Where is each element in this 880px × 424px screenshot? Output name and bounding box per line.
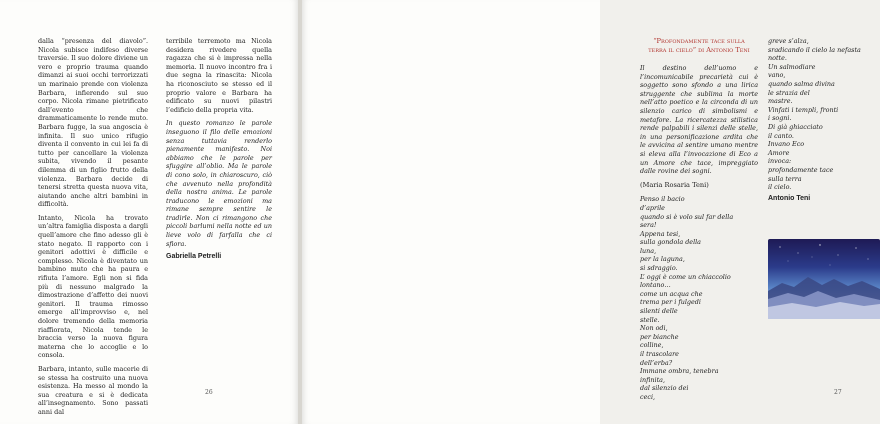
poem-line: notte. [768, 54, 787, 63]
poem-line: il canto. [768, 131, 794, 140]
page-number-left: 26 [205, 389, 213, 396]
poem-line: quando salma divina [768, 79, 835, 88]
poem-line: Vinfati i templi, fronti [768, 105, 839, 114]
poem-line: come un acqua che [640, 289, 703, 298]
left-column-2 [166, 37, 272, 262]
poem-line: Di già ghiacciato [768, 122, 823, 131]
poem-line: silenti delle [640, 307, 678, 316]
poem-line: si sdraggio. [640, 264, 678, 273]
paragraph: Intanto, Nicola ha trovato un’altra famiglia disposta a dargli quell’amore che fino adesso gli è stato negato. Il rapporto con i genitori adottivi è difficile e complesso. Nicola è diventato un bambino muto che ha paura e rifiuta l’amore. Egli non si fida più di nessuno malgrado la dimostrazione d’affetto dei nuovi genitori. Il trauma rimosso emerge all’improvviso e, nel dolore tremendo della memoria riaffiorata, Nicola tende le braccia verso la nuova figura materna che lo accoglie e lo consola. [38, 213, 148, 360]
poem-line: luna, [640, 246, 657, 255]
poem-introduction: Il destino dell’uomo e l’incomunicabile precarietà cui è soggetto sono sfondo a una lirica struggente che sublima la morte nell’atto poetico e la circonda di un silenzio carico di simbolismi e metafore. La ricercatezza stilistica rende palpabili i silenzi delle stelle, in una personificazione ardita che le avvicina al sentire umano mentre si eleva alla l’invocazione di Eco a un Amore che tace, impreggiato dalle rovine dei sogni. [640, 64, 758, 176]
poem-line: dell’erba? [640, 358, 673, 367]
poem-line: Penso il bacio [640, 195, 685, 204]
right-page [302, 0, 861, 424]
title-line-2: terra il cielo” di Antonio Teni [648, 46, 750, 54]
poem-line: sradicando il cielo la nefasta [768, 45, 861, 54]
poem-part-2 [768, 37, 878, 192]
title-line-1: “Profondamente tace sulla [653, 37, 745, 45]
poem-line: il cielo. [768, 183, 792, 192]
landscape-illustration [768, 239, 880, 319]
poem-line: Non odi, [640, 324, 668, 333]
left-page [0, 0, 298, 424]
introduction-byline: (Maria Rosaria Teni) [640, 180, 709, 189]
page-number-right: 27 [834, 389, 842, 396]
paragraph: dalla “presenza del diavolo”. Nicola subisce indifeso diverse traversie. Il suo dolore diviene un vero e proprio trauma quando dimanzi ai suoi occhi terrorizzati un marinaio prende con violenza Barbara, infierendo sul suo corpo. Nicola rimane pietrificato dall’evento che drammaticamente lo rende muto. Barbara fugge, la sua angoscia è infinita. Il suo unico rifugio diventa il convento in cui lei fa di tutto per cancellare la violenza subita, vivendo il pesante dilemma di un figlio frutto della violenza. Barbara decide di tenersi stretta questa nuova vita, aiutando anche altri bambini in difficoltà. [38, 37, 148, 209]
left-column-1 [38, 37, 148, 422]
poem-line: invoca: [768, 157, 792, 166]
poem-title [640, 37, 758, 55]
poet-name: Antonio Teni [768, 194, 811, 202]
poem-line: profondamente tace [768, 165, 834, 174]
poem-line: colline, [640, 341, 664, 350]
poem-part-1 [640, 195, 758, 401]
poem-line: Amore [768, 148, 790, 157]
poem-line: sulla gondola della [640, 238, 701, 247]
poem-line: d’aprile [640, 203, 665, 212]
right-column-1 [640, 37, 758, 402]
poem-line: mastre. [768, 97, 793, 106]
review-author: Gabriella Petrelli [166, 253, 222, 261]
paragraph: Barbara, intanto, sulle macerie di se stessa ha costruito una nuova esistenza. Ha messo al mondo la sua creatura e si è dedicata all’insegnamento. Sono passati anni dal [38, 364, 148, 416]
italic-paragraph: In questo romanzo le parole inseguono il filo delle emozioni senza tuttavia renderlo pienamente manifesto. Noi abbiamo che le parole per sfuggire all’oblio. Ma le parole di cono solo, in chiaroscuro, ciò che avvenuto nella profondità della nostra anima. Le parole traducono le emozioni ma rimane sempre sentire le tradirle. Non ci rimangono che piccoli barlumi nella notte ed un lieve volo di farfalla che ci sfiora. [166, 119, 272, 248]
poem-line: infinita, [640, 375, 665, 384]
poem-line: per bianche [640, 332, 679, 341]
night-sky-mountains-photo [768, 239, 880, 319]
right-column-2 [768, 37, 878, 203]
poem-line: vano, [768, 71, 786, 80]
poem-line: sera! [640, 221, 657, 230]
poem-line: per la laguna, [640, 255, 685, 264]
poem-line: dal silenzio dei [640, 384, 689, 393]
poem-line: greve s’alza, [768, 37, 809, 45]
poem-line: Immane ombra, tenebra [640, 367, 719, 376]
poem-line: sulla terra [768, 174, 802, 183]
poem-line: il trascolare [640, 350, 679, 358]
paragraph: terribile terremoto ma Nicola desidera rivedere quella ragazza che si è impressa nella memoria. Il nuovo incontro fra i due segna la rinascita: Nicola ha riconosciuto se stesso ed il proprio valore e Barbara ha edificato su nuovi pilastri l’edificio della propria vita. [166, 37, 272, 114]
poem-line: Appena tesi, [640, 229, 681, 238]
poem-line: L’ oggi è come un chiaccolio [640, 272, 731, 281]
poem-line: Invano Eco [768, 140, 805, 149]
poem-line: quando si è volo sul far della [640, 212, 734, 221]
poem-line: Un salmodiare [768, 62, 816, 71]
poem-line: i sogni. [768, 114, 792, 123]
poem-line: ceci, [640, 392, 656, 401]
poem-line: stelle. [640, 315, 660, 324]
poem-line: le strazia del [768, 88, 810, 97]
poem-line: trema per i fulgedi [640, 298, 701, 307]
poem-line: lontano… [640, 281, 671, 290]
